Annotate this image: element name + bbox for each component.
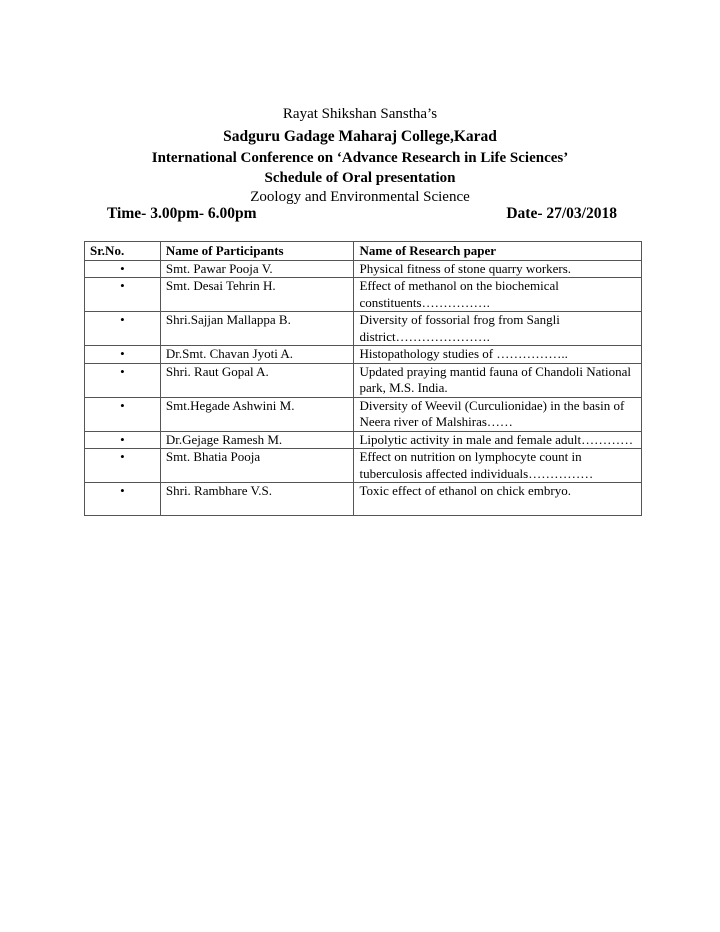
table-row [85,483,642,516]
paper-title: Updated praying mantid fauna of Chandoli National park, M.S. India. [354,363,642,397]
department-name: Zoology and Environmental Science [250,189,470,205]
participant-name: Dr.Smt. Chavan Jyoti A. [160,346,354,364]
bullet-icon: • [85,483,161,516]
participant-name: Dr.Gejage Ramesh M. [160,431,354,449]
paper-title: Toxic effect of ethanol on chick embryo. [354,483,642,516]
paper-title: Effect on nutrition on lymphocyte count in tuberculosis affected individuals…………… [354,449,642,483]
column-header-research-paper: Name of Research paper [354,242,642,261]
participant-name: Shri.Sajjan Mallappa B. [160,312,354,346]
participant-name: Shri. Raut Gopal A. [160,363,354,397]
table-header-row [85,242,642,261]
participant-name: Smt. Bhatia Pooja [160,449,354,483]
table-row [85,278,642,312]
participant-name: Shri. Rambhare V.S. [160,483,354,516]
column-header-participants: Name of Participants [160,242,354,261]
bullet-icon: • [85,312,161,346]
paper-title: Physical fitness of stone quarry workers. [354,260,642,278]
table-row [85,363,642,397]
bullet-icon: • [85,397,161,431]
paper-title: Effect of methanol on the biochemical constituents……………. [354,278,642,312]
bullet-icon: • [85,449,161,483]
paper-title: Histopathology studies of …………….. [354,346,642,364]
bullet-icon: • [85,431,161,449]
table-row [85,449,642,483]
bullet-icon: • [85,363,161,397]
table-row [85,346,642,364]
participant-name: Smt. Pawar Pooja V. [160,260,354,278]
presentation-schedule-table [84,241,642,516]
paper-title: Diversity of fossorial frog from Sangli district…………………. [354,312,642,346]
schedule-title: Schedule of Oral presentation [264,170,456,186]
table-row [85,397,642,431]
session-time: Time- 3.00pm- 6.00pm [107,205,257,222]
table-row [85,431,642,449]
column-header-sr-no: Sr.No. [85,242,161,261]
time-date-row [107,203,617,225]
session-date: Date- 27/03/2018 [506,205,617,222]
participant-name: Smt. Desai Tehrin H. [160,278,354,312]
paper-title: Lipolytic activity in male and female adult………… [354,431,642,449]
college-name: Sadguru Gadage Maharaj College,Karad [223,128,497,145]
conference-title: International Conference on ‘Advance Research in Life Sciences’ [151,150,569,166]
bullet-icon: • [85,346,161,364]
table-row [85,312,642,346]
bullet-icon: • [85,278,161,312]
table-row [85,260,642,278]
paper-title: Diversity of Weevil (Curculionidae) in the basin of Neera river of Malshiras…… [354,397,642,431]
organization-name: Rayat Shikshan Sanstha’s [282,106,438,122]
participant-name: Smt.Hegade Ashwini M. [160,397,354,431]
bullet-icon: • [85,260,161,278]
document-header [0,104,720,207]
